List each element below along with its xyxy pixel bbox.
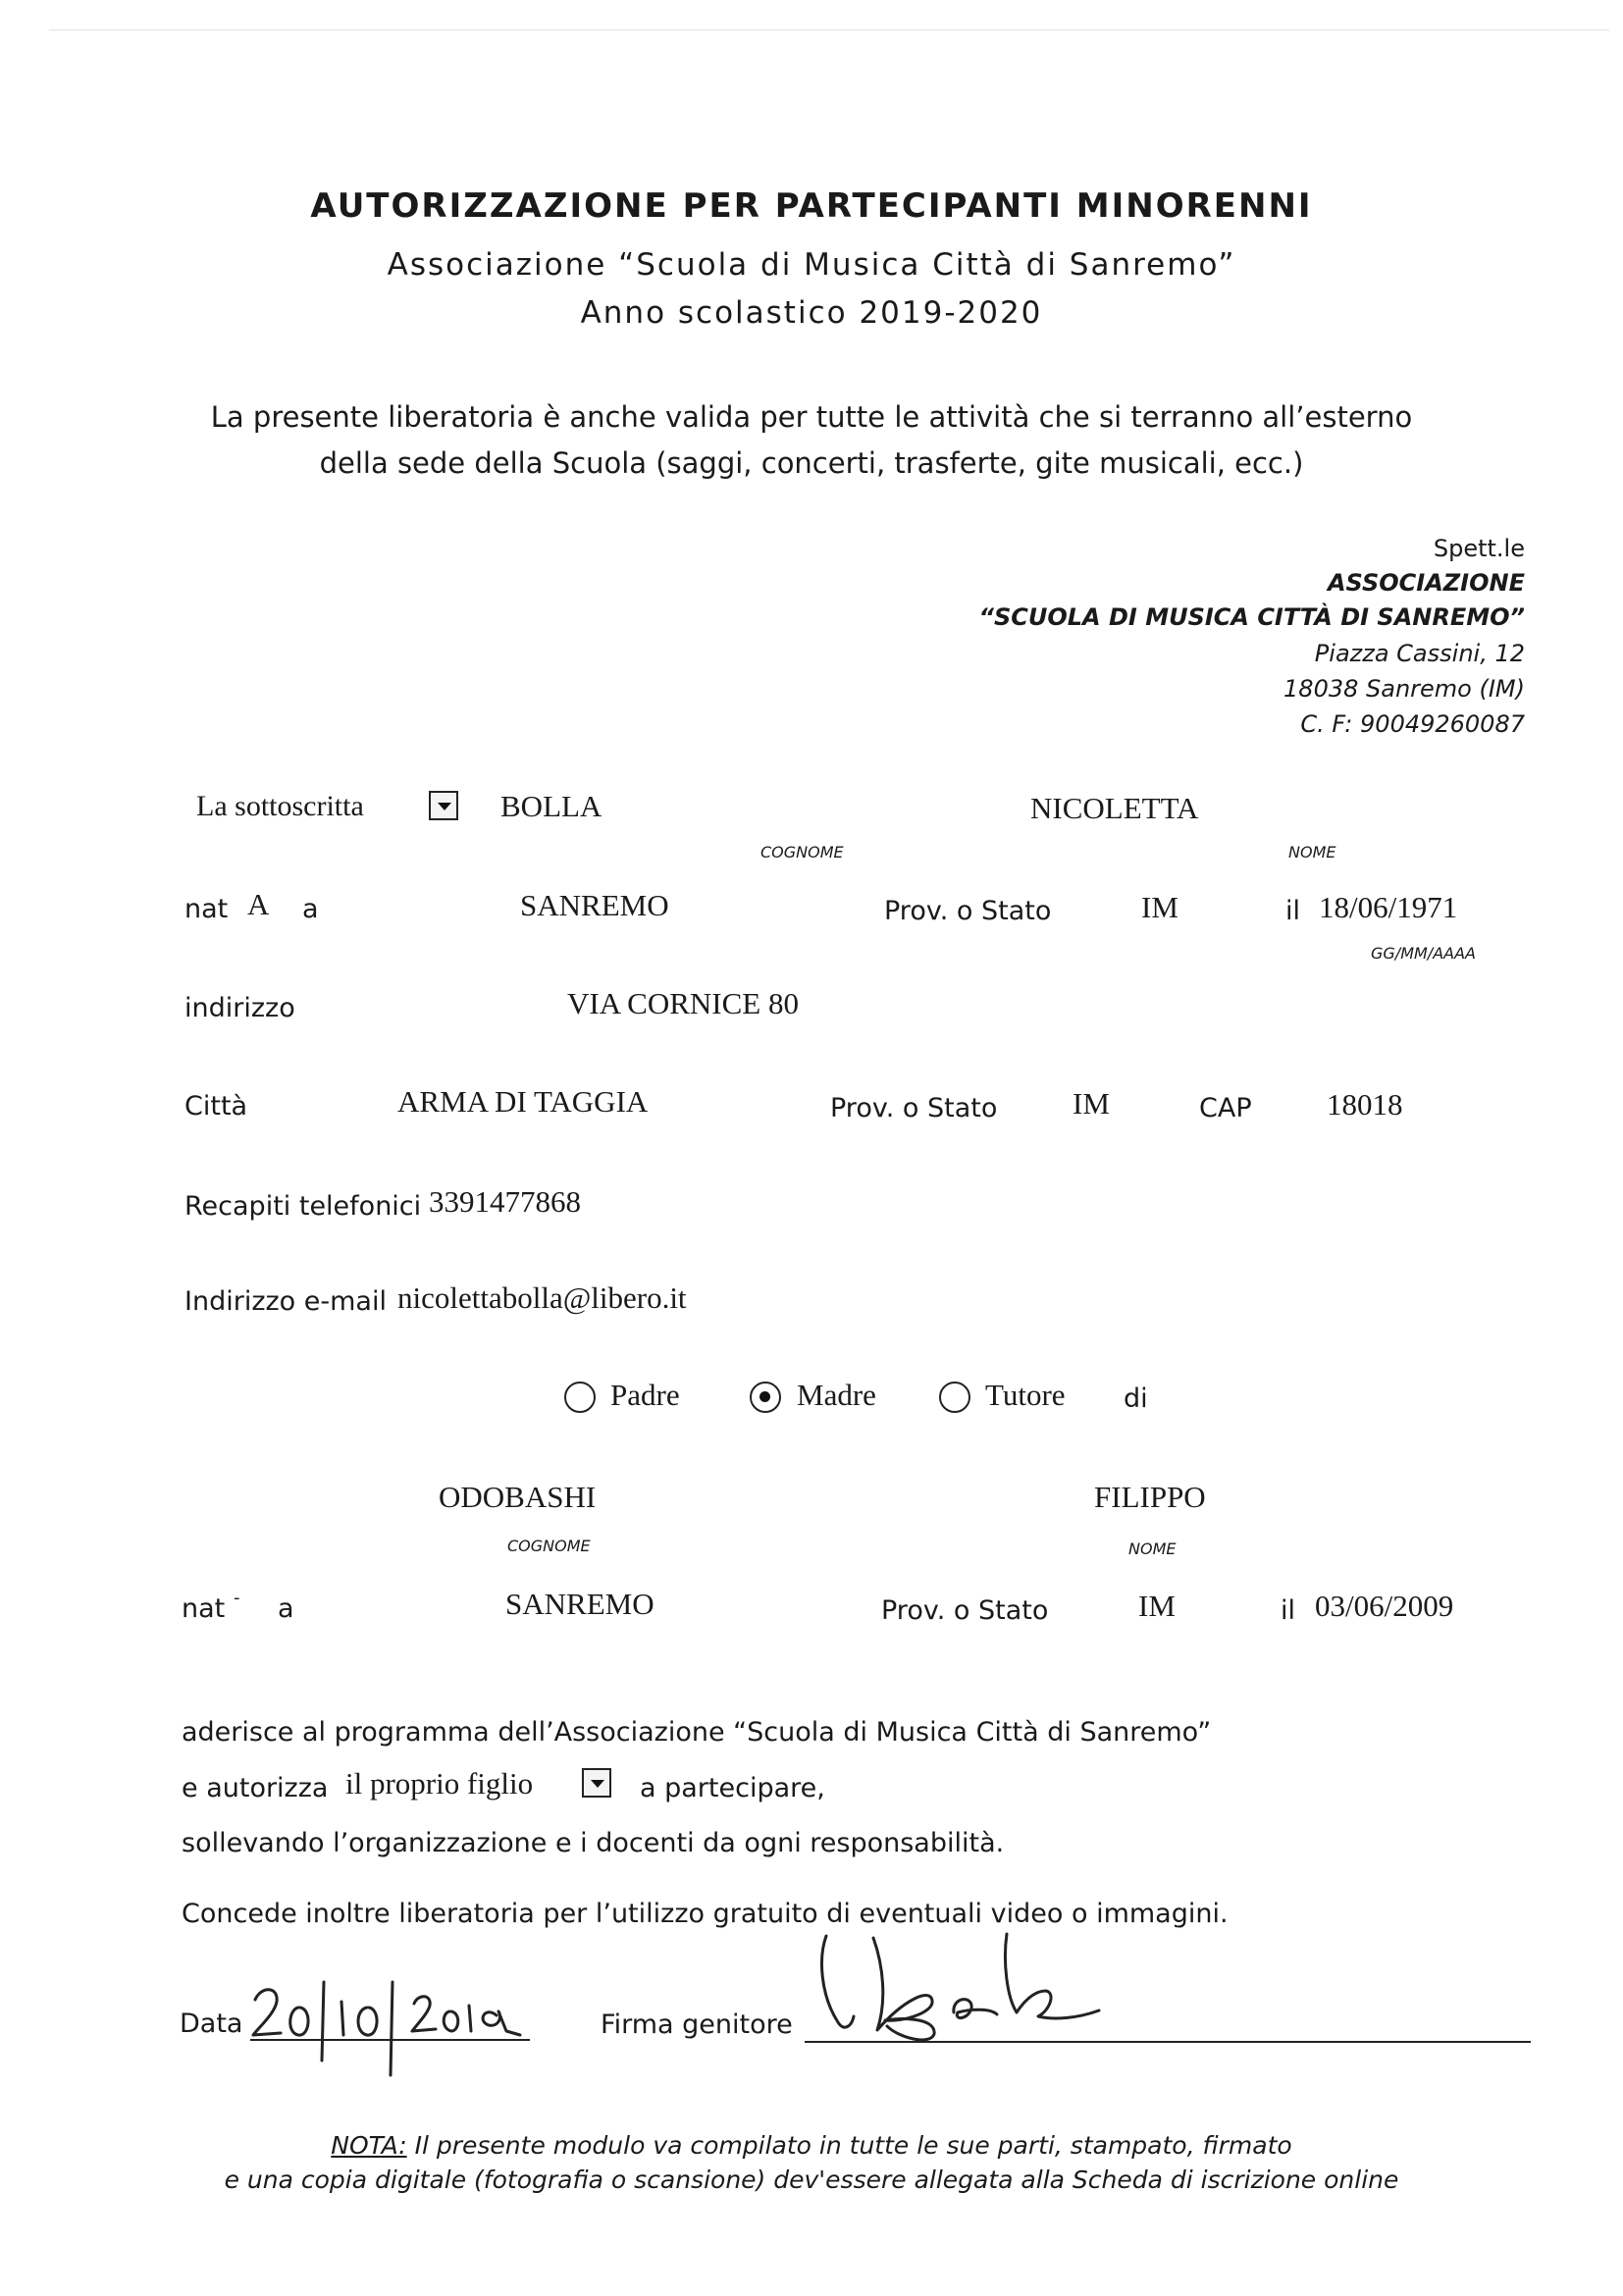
relationship-suffix: di bbox=[1124, 1383, 1148, 1414]
phone-label: Recapiti telefonici bbox=[184, 1191, 422, 1222]
recipient-tax-code: C. F: 90049260087 bbox=[1300, 710, 1525, 738]
child-surname-caption: COGNOME bbox=[507, 1537, 591, 1555]
email-label: Indirizzo e-mail bbox=[184, 1286, 387, 1317]
cap-label: CAP bbox=[1199, 1093, 1252, 1123]
parent-cap[interactable]: 18018 bbox=[1327, 1087, 1403, 1122]
radio-tutore-label: Tutore bbox=[985, 1378, 1066, 1412]
consent-authorize-label: e autorizza bbox=[182, 1773, 329, 1803]
parent-name-caption: NOME bbox=[1288, 843, 1336, 861]
child-birth-prov[interactable]: IM bbox=[1138, 1589, 1176, 1623]
gender-select-dropdown[interactable] bbox=[429, 791, 458, 820]
recipient-name-1: ASSOCIAZIONE bbox=[1327, 569, 1525, 597]
parent-birth-place[interactable]: SANREMO bbox=[520, 888, 669, 922]
date-label: Data bbox=[180, 2009, 243, 2039]
note-text-1: Il presente modulo va compilato in tutte le sue parti, stampato, firmato bbox=[414, 2131, 1292, 2160]
recipient-street: Piazza Cassini, 12 bbox=[1314, 640, 1525, 667]
note-line-2: e una copia digitale (fotografia o scansione) dev'essere allegata alla Scheda di iscrizione online bbox=[224, 2166, 1399, 2194]
parent-address[interactable]: VIA CORNICE 80 bbox=[567, 986, 799, 1020]
intro-line-1: La presente liberatoria è anche valida per tutte le attività che si terranno all’esterno bbox=[210, 400, 1413, 434]
note-label: NOTA: bbox=[331, 2131, 407, 2160]
radio-madre[interactable] bbox=[750, 1382, 781, 1413]
parent-birth-prov[interactable]: IM bbox=[1141, 890, 1178, 924]
parent-signature bbox=[814, 1918, 1109, 2056]
recipient-city: 18038 Sanremo (IM) bbox=[1283, 675, 1525, 703]
child-name[interactable]: FILIPPO bbox=[1094, 1480, 1206, 1514]
parent-born-suffix-select[interactable]: A bbox=[247, 887, 270, 921]
child-born-suffix-select[interactable]: - bbox=[234, 1588, 240, 1608]
radio-tutore[interactable] bbox=[939, 1382, 970, 1413]
child-born-at-label: a bbox=[278, 1593, 294, 1624]
radio-padre-label: Padre bbox=[610, 1378, 680, 1412]
consent-line-4: Concede inoltre liberatoria per l’utilizzo gratuito di eventuali video o immagini. bbox=[182, 1899, 1229, 1929]
parent-birth-date[interactable]: 18/06/1971 bbox=[1319, 890, 1458, 924]
top-rule bbox=[49, 29, 1609, 30]
address-label: indirizzo bbox=[184, 993, 295, 1023]
intro-line-2: della sede della Scuola (saggi, concerti, trasferte, gite musicali, ecc.) bbox=[319, 446, 1304, 480]
parent-surname[interactable]: BOLLA bbox=[500, 789, 602, 823]
consent-line-1: aderisce al programma dell’Associazione “Scuola di Musica Città di Sanremo” bbox=[182, 1717, 1212, 1748]
child-name-caption: NOME bbox=[1128, 1539, 1177, 1558]
signature-label: Firma genitore bbox=[601, 2009, 793, 2040]
association-name: Associazione “Scuola di Musica Città di Sanremo” bbox=[387, 247, 1236, 283]
document-title: AUTORIZZAZIONE PER PARTECIPANTI MINORENNI bbox=[310, 186, 1313, 226]
gender-select-value: La sottoscritta bbox=[196, 790, 364, 822]
consent-participate-label: a partecipare, bbox=[640, 1773, 825, 1803]
recipient-name-2: “SCUOLA DI MUSICA CITTÀ DI SANREMO” bbox=[978, 603, 1525, 631]
note-line-1 bbox=[0, 2131, 1623, 2160]
parent-date-label: il bbox=[1285, 896, 1301, 926]
recipient-salutation: Spett.le bbox=[1433, 535, 1525, 562]
parent-prov-label: Prov. o Stato bbox=[884, 896, 1052, 926]
radio-madre-label: Madre bbox=[797, 1378, 876, 1412]
date-format-caption: GG/MM/AAAA bbox=[1371, 944, 1476, 963]
parent-city-prov[interactable]: IM bbox=[1073, 1086, 1110, 1121]
child-surname[interactable]: ODOBASHI bbox=[439, 1480, 597, 1514]
city-prov-label: Prov. o Stato bbox=[830, 1093, 998, 1123]
handwritten-date bbox=[245, 1972, 540, 2080]
child-relation-select-value: il proprio figlio bbox=[345, 1766, 534, 1800]
child-birth-place[interactable]: SANREMO bbox=[505, 1587, 654, 1621]
city-label: Città bbox=[184, 1091, 248, 1122]
parent-born-label: nat bbox=[184, 894, 229, 924]
child-born-label: nat bbox=[182, 1593, 226, 1624]
parent-email[interactable]: nicolettabolla@libero.it bbox=[397, 1280, 687, 1315]
child-relation-dropdown[interactable] bbox=[582, 1768, 611, 1798]
child-birth-date[interactable]: 03/06/2009 bbox=[1315, 1589, 1454, 1623]
parent-name[interactable]: NICOLETTA bbox=[1030, 791, 1199, 825]
child-date-label: il bbox=[1281, 1595, 1296, 1626]
school-year: Anno scolastico 2019-2020 bbox=[580, 295, 1043, 331]
radio-padre[interactable] bbox=[564, 1382, 596, 1413]
parent-surname-caption: COGNOME bbox=[760, 843, 844, 861]
child-prov-label: Prov. o Stato bbox=[881, 1595, 1049, 1626]
consent-line-3: sollevando l’organizzazione e i docenti da ogni responsabilità. bbox=[182, 1828, 1005, 1858]
parent-city[interactable]: ARMA DI TAGGIA bbox=[397, 1084, 649, 1119]
parent-born-at-label: a bbox=[302, 894, 319, 924]
parent-phone[interactable]: 3391477868 bbox=[429, 1184, 581, 1219]
